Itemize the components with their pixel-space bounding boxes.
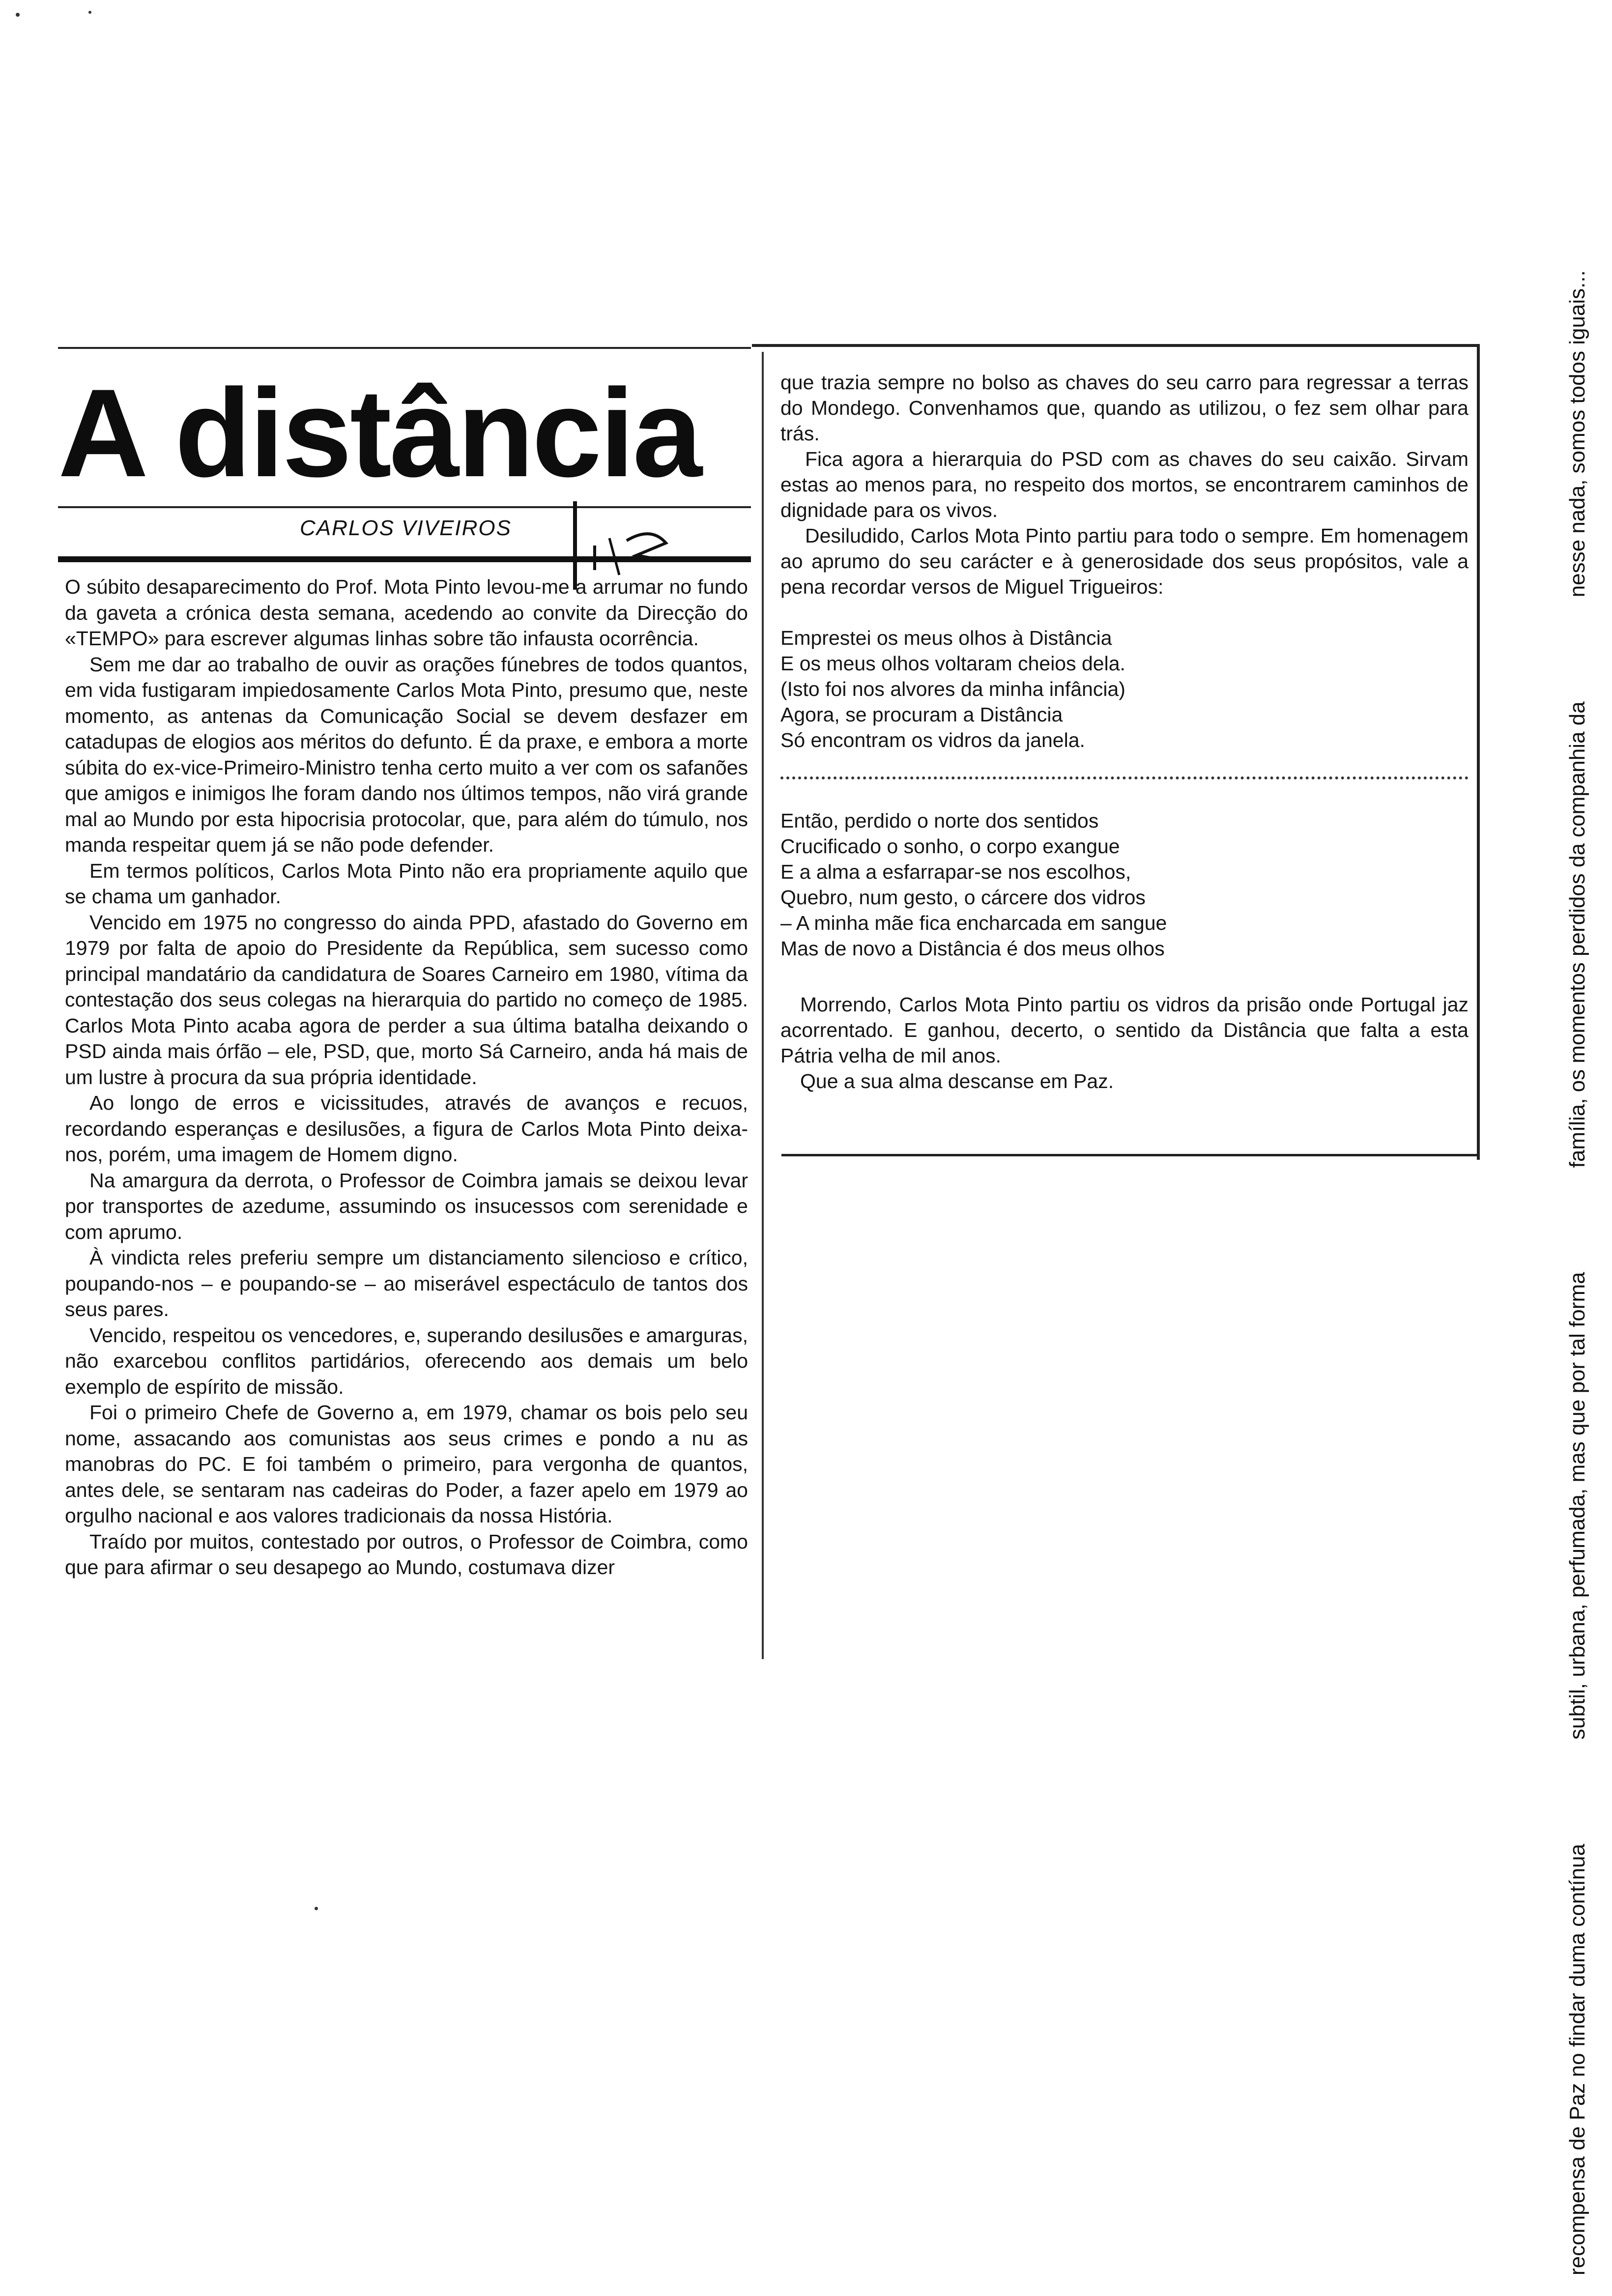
paragraph: O súbito desaparecimento do Prof. Mota Pinto levou-me a arrumar no fundo da gaveta a crónica desta semana, acedendo ao convite da Direcção do «TEMPO» para escrever algumas linhas sobre tão infausta ocorrência. — [65, 575, 748, 650]
scan-speck — [315, 1907, 318, 1910]
poem-stanza-1 — [780, 625, 1468, 753]
dotted-separator — [780, 776, 1468, 779]
paragraph: Na amargura da derrota, o Professor de Coimbra jamais se deixou levar por transportes de azedume, assumindo os insucessos com serenidade e com aprumo. — [65, 1169, 748, 1243]
poem-line: E a alma a esfarrapar-se nos escolhos, — [780, 861, 1131, 883]
top-rule-right — [752, 344, 1479, 347]
headline-rule-thick — [58, 556, 751, 562]
poem-line: Só encontram os vidros da janela. — [780, 729, 1085, 751]
paragraph: Vencido em 1975 no congresso do ainda PPD, afastado do Governo em 1979 por falta de apoio do Presidente da República, sem sucesso como principal mandatário da candidatura de Soares Carneiro em 1980, vítima da contestação dos seus colegas na hierarquia do partido no começo de 1985. Carlos Mota Pinto acaba agora de perder a sua última batalha deixando o PSD ainda mais órfão – ele, PSD, que, morto Sá Carneiro, anda há mais de um lustre à procura da sua própria identidade. — [65, 911, 748, 1089]
paragraph: Desiludido, Carlos Mota Pinto partiu para todo o sempre. Em homenagem ao aprumo do seu carácter e à generosidade dos seus propósitos, vale a pena recordar versos de Miguel Trigueiros: — [780, 524, 1468, 598]
column-divider — [762, 352, 764, 1659]
side-text-line: subtil, urbana, perfumada, mas que por tal forma — [1565, 1272, 1589, 1740]
right-box-border — [1477, 344, 1480, 1160]
paragraph: Ao longo de erros e vicissitudes, através de avanços e recuos, recordando esperanças e desilusões, a figura de Carlos Mota Pinto deixa-nos, porém, uma imagem de Homem digno. — [65, 1091, 748, 1166]
paragraph: Sem me dar ao trabalho de ouvir as orações fúnebres de todos quantos, em vida fustigaram impiedosamente Carlos Mota Pinto, presumo que, neste momento, as antenas da Comunicação Social se devem desfazer em catadupas de elogios aos méritos do defunto. É da praxe, e embora a morte súbita do ex-vice-Primeiro-Ministro tenha certo muito a ver com os safanões que amigos e inimigos lhe foram dando nos últimos tempos, não virá grande mal ao Mundo por esta hipocrisia protocolar, que, para além do túmulo, nos manda respeitar quem já se não pode defender. — [65, 653, 748, 856]
article-column-left — [65, 574, 748, 1580]
paragraph: Que a sua alma descanse em Paz. — [800, 1070, 1114, 1092]
paragraph: Traído por muitos, contestado por outros, o Professor de Coimbra, como que para afirmar o seu desapego ao Mundo, costumava dizer — [65, 1530, 748, 1578]
paragraph: que trazia sempre no bolso as chaves do seu carro para regressar a terras do Mondego. Convenhamos que, quando as utilizou, o fez sem olhar para trás. — [780, 371, 1468, 445]
scan-speck — [88, 11, 91, 14]
poem-line: – A minha mãe fica encharcada em sangue — [780, 912, 1167, 934]
side-text-line: família, os momentos perdidos da companhia da — [1565, 701, 1589, 1168]
top-rule-left — [58, 347, 751, 349]
article-column-right — [780, 370, 1468, 1094]
poem-line: Emprestei os meus olhos à Distância — [780, 627, 1112, 649]
paragraph: Morrendo, Carlos Mota Pinto partiu os vidros da prisão onde Portugal jaz acorrentado. E ganhou, decerto, o sentido da Distância que falta a esta Pátria velha de mil anos. — [780, 993, 1468, 1067]
poem-line: E os meus olhos voltaram cheios dela. — [780, 652, 1125, 675]
side-text-line: recompensa de Paz no findar duma contínua — [1565, 1843, 1589, 2275]
poem-line: Então, perdido o norte dos sentidos — [780, 809, 1099, 832]
poem-line: Mas de novo a Distância é dos meus olhos — [780, 937, 1165, 960]
poem-line: (Isto foi nos alvores da minha infância) — [780, 678, 1125, 700]
paragraph: À vindicta reles preferiu sempre um distanciamento silencioso e crítico, poupando-nos – e poupando-se – ao miserável espectáculo de tantos dos seus pares. — [65, 1246, 748, 1320]
article-byline: CARLOS VIVEIROS — [300, 516, 512, 540]
paragraph: Foi o primeiro Chefe de Governo a, em 1979, chamar os bois pelo seu nome, assacando aos comunistas aos seus crimes e pondo a nu as manobras do PC. E foi também o primeiro, para vergonha de quantos, antes dele, se sentaram nas cadeiras do Poder, a fazer apelo em 1979 ao orgulho nacional e aos valores tradicionais da nossa História. — [65, 1401, 748, 1527]
paragraph: Vencido, respeitou os vencedores, e, superando desilusões e amarguras, não exarcebou conflitos partidários, oferecendo aos demais um belo exemplo de espírito de missão. — [65, 1323, 748, 1398]
paragraph: Em termos políticos, Carlos Mota Pinto não era propriamente aquilo que se chama um ganhador. — [65, 859, 748, 908]
poem-line: Quebro, num gesto, o cárcere dos vidros — [780, 886, 1146, 909]
scan-speck — [16, 13, 20, 17]
poem-stanza-2 — [780, 808, 1468, 961]
right-box-bottom-rule — [781, 1154, 1479, 1156]
paragraph: Fica agora a hierarquia do PSD com as chaves do seu caixão. Sirvam estas ao menos para, no respeito dos mortos, se encontrarem caminhos de dignidade para os vivos. — [780, 448, 1468, 521]
article-headline: A distância — [58, 363, 700, 503]
poem-line: Agora, se procuram a Distância — [780, 703, 1063, 726]
closing-paragraphs — [780, 992, 1468, 1094]
side-column-text — [1563, 270, 1592, 2275]
side-text-line: nesse nada, somos todos iguais... — [1565, 270, 1589, 598]
poem-line: Crucificado o sonho, o corpo exangue — [780, 835, 1120, 858]
